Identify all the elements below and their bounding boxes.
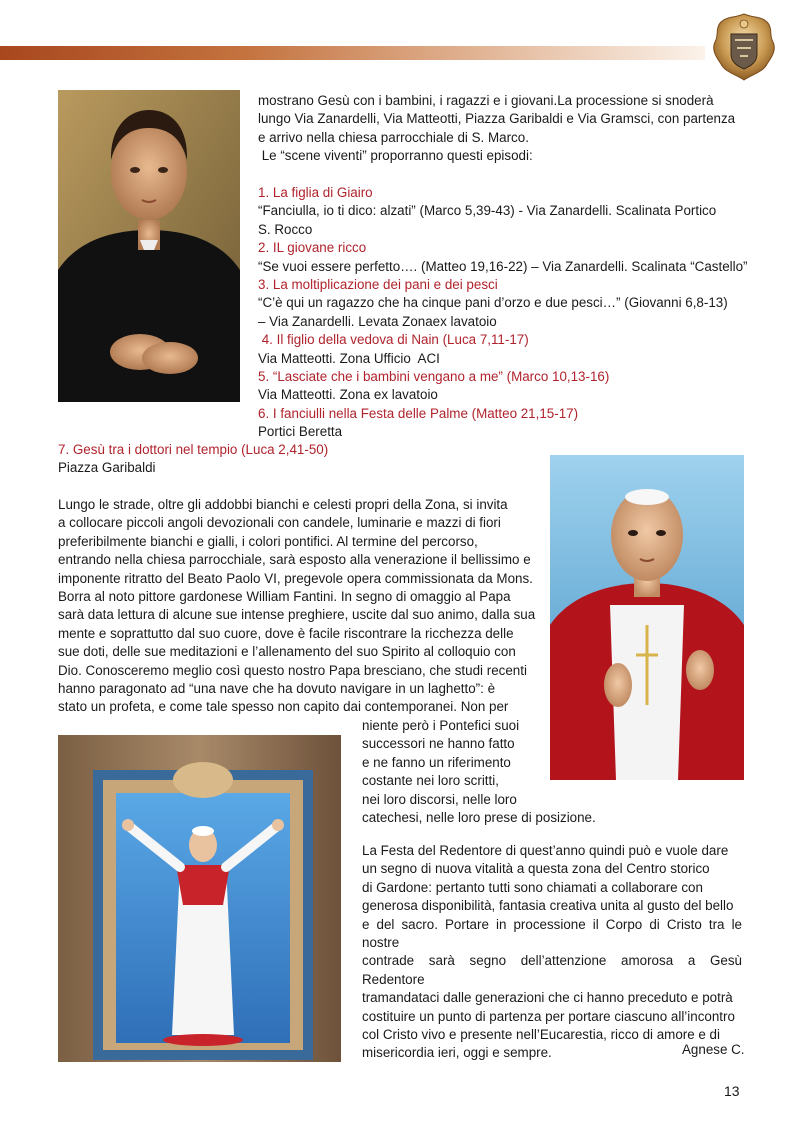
paragraph-line: a collocare piccoli angoli devozionali con candele, luminarie e mazzi di fiori [58,515,501,531]
episode-detail: Piazza Garibaldi [58,460,156,476]
paragraph-line: misericordia ieri, oggi e sempre. [362,1045,552,1061]
episode-title: 3. La moltiplicazione dei pani e dei pesci [258,277,498,293]
paragraph-line: successori ne hanno fatto [362,736,515,752]
intro-text [258,92,742,166]
episode-title: 6. I fanciulli nella Festa delle Palme (Matteo 21,15-17) [258,405,579,421]
paragraph-line: entrando nella chiesa parrocchiale, sarà esposto alla venerazione il bellissimo e [58,552,531,568]
page-number: 13 [724,1083,740,1099]
author-signature: Agnese C. [682,1042,745,1057]
episodes-list [258,184,748,442]
paragraph-line: di Gardone: pertanto tutti sono chiamati a collaborare con [362,879,703,895]
paragraph-line: un segno di nuova vitalità a questa zona del Centro storico [362,861,710,877]
intro-line: lungo Via Zanardelli, Via Matteotti, Piazza Garibaldi e Via Gramsci, con partenza [258,111,736,127]
portrait-pope-paul-vi-photo [550,455,744,780]
episode-detail: “C’è qui un ragazzo che ha cinque pani d’orzo e due pesci…” (Giovanni 6,8-13) [258,295,728,311]
paragraph-line: catechesi, nelle loro prese di posizione. [362,810,596,826]
episode-detail: “Fanciulla, io ti dico: alzati” (Marco 5,39-43) - Via Zanardelli. Scalinata Portico [258,203,717,219]
paragraph-line: hanno paragonato ad “una nave che ha dovuto navigare in un laghetto”: è [58,681,496,697]
paragraph-line: costituire un punto di partenza per portare ciascuno all’incontro [362,1008,735,1024]
coat-of-arms-emblem [707,10,781,84]
episode-detail: S. Rocco [258,221,313,237]
paragraph-line: sue doti, delle sue meditazioni e l’allenamento del suo Spirito al colloquio con [58,644,516,660]
tapestry-beatification-photo [58,735,341,1062]
paragraph-line: stato un profeta, e come tale spesso non capito dai contemporanei. Non per [58,699,509,715]
paragraph-line: Lungo le strade, oltre gli addobbi bianchi e celesti propri della Zona, si invita [58,497,508,512]
episode-detail: Via Matteotti. Zona ex lavatoio [258,387,438,403]
paragraph-line: e ne fanno un riferimento [362,754,511,770]
intro-line: Le “scene viventi” proporranno questi episodi: [258,148,533,164]
paragraph-line: generosa disponibilità, fantasia creativa unita al gusto del bello [362,898,734,914]
episode-detail: Portici Beretta [258,424,343,440]
paragraph-line: costante nei loro scritti, [362,773,499,789]
paragraph-line: tramandataci dalle generazioni che ci hanno preceduto e potrà [362,990,733,1006]
header-gradient-bar [0,46,705,60]
paragraph-line: Dio. Conosceremo meglio così questo nostro Papa bresciano, che studi recenti [58,662,527,678]
episode-detail: Via Matteotti. Zona Ufficio ACI [258,350,440,366]
episode-title: 5. “Lasciate che i bambini vengano a me” (Marco 10,13-16) [258,369,610,385]
paragraph-line: sarà data lettura di alcune sue intense preghiere, uscite dal suo animo, dalla sua [58,607,536,623]
episode-7 [58,441,538,478]
paragraph-line: e del sacro. Portare in processione il Corpo di Cristo tra le nostre [362,916,742,951]
episode-detail: “Se vuoi essere perfetto…. (Matteo 19,16-22) – Via Zanardelli. Scalinata “Castello” [258,258,748,274]
intro-line: e arrivo nella chiesa parrocchiale di S. Marco. [258,129,529,145]
paragraph-line: col Cristo vivo e presente nell’Eucarestia, ricco di amore e di [362,1027,720,1043]
paragraph-line: mente e soprattutto dal suo cuore, dove è facile riscontrare la ricchezza delle [58,625,514,641]
episode-title: 4. Il figlio della vedova di Nain (Luca 7,11-17) [258,332,529,348]
episode-title: 2. IL giovane ricco [258,240,367,256]
paragraph-1-continued [362,717,596,827]
paragraph-line: contrade sarà segno dell’attenzione amorosa a Gesù Redentore [362,953,742,987]
episode-detail: – Via Zanardelli. Levata Zonaex lavatoio [258,313,497,329]
paragraph-2 [362,842,742,1063]
intro-line: mostrano Gesù con i bambini, i ragazzi e i giovani.La processione si snoderà [258,93,714,108]
episode-title: 1. La figlia di Giairo [258,185,373,200]
portrait-priest-photo [58,90,240,402]
paragraph-1 [58,496,538,717]
paragraph-line: imponente ritratto del Beato Paolo VI, pregevole opera commissionata da Mons. [58,570,533,586]
paragraph-line: niente però i Pontefici suoi [362,718,520,733]
paragraph-line: La Festa del Redentore di quest’anno quindi può e vuole dare [362,843,729,858]
paragraph-line: preferibilmente bianchi e gialli, i colori pontifici. Al termine del percorso, [58,533,478,549]
paragraph-line: Borra al noto pittore gardonese William Fantini. In segno di omaggio al Papa [58,589,511,605]
episode-title: 7. Gesù tra i dottori nel tempio (Luca 2,41-50) [58,442,329,457]
paragraph-line: nei loro discorsi, nelle loro [362,791,517,807]
